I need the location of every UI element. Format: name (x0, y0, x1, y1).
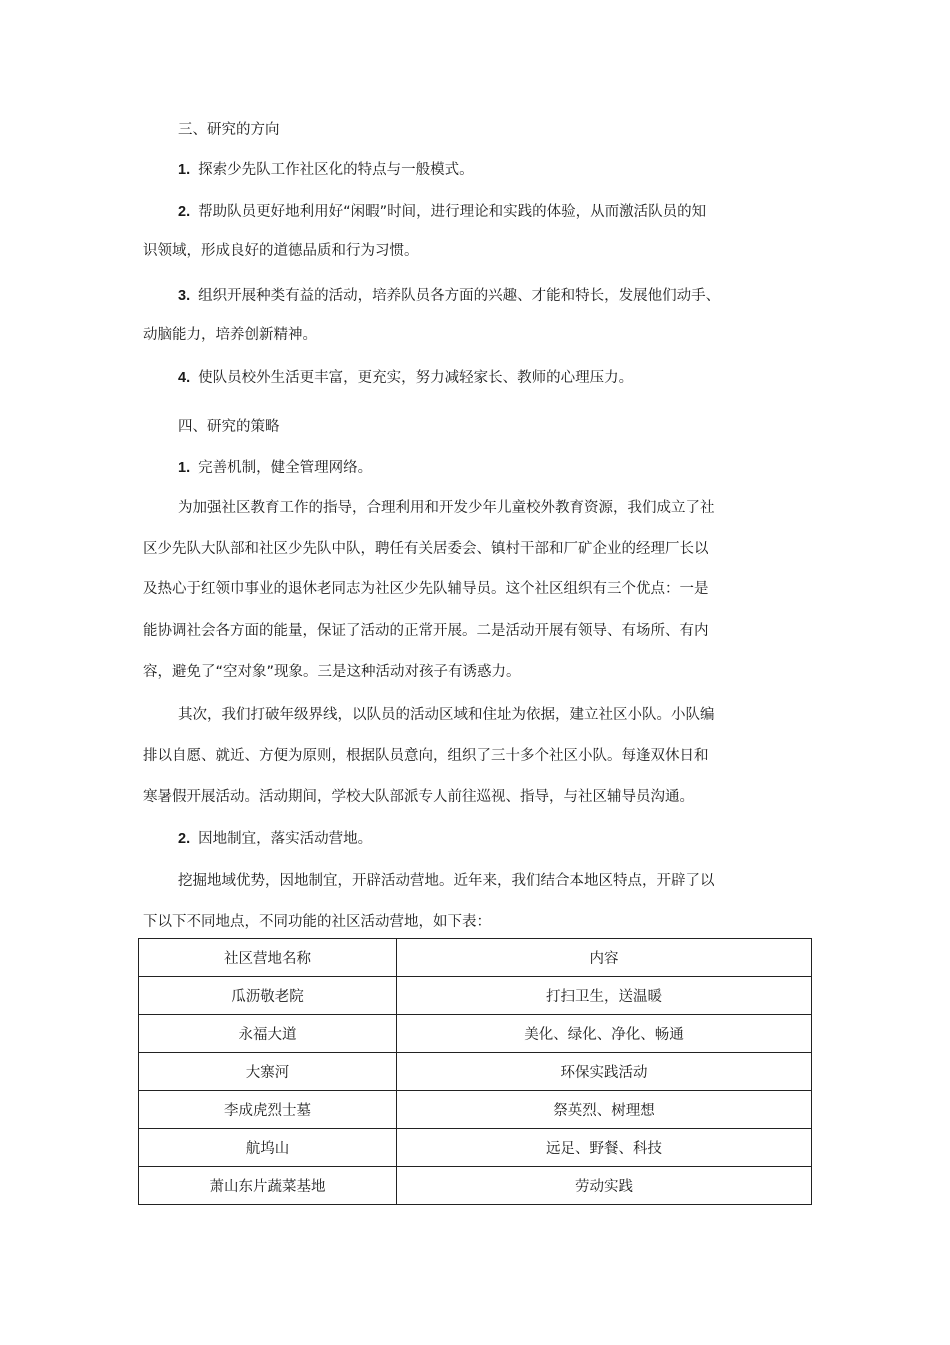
table-row (139, 977, 812, 1015)
table-cell: 祭英烈、树理想 (397, 1091, 812, 1129)
item-number: 1. (178, 460, 191, 476)
item-text: 使队员校外生活更丰富，更充实，努力减轻家长、教师的心理压力。 (198, 370, 634, 386)
table-cell: 李成虎烈士墓 (139, 1091, 397, 1129)
para2-line: 其次，我们打破年级界线，以队员的活动区域和住址为依据，建立社区小队。小队编 (178, 707, 715, 723)
table-cell: 美化、绿化、净化、畅通 (397, 1015, 812, 1053)
section3-item-2 (178, 202, 706, 222)
para1-line: 容，避免了“空对象”现象。三是这种活动对孩子有诱惑力。 (143, 664, 521, 680)
table-header-cell: 社区营地名称 (139, 939, 397, 977)
para1-line: 为加强社区教育工作的指导，合理利用和开发少年儿童校外教育资源，我们成立了社 (178, 500, 715, 516)
table-cell: 远足、野餐、科技 (397, 1129, 812, 1167)
item-text: 组织开展种类有益的活动，培养队员各方面的兴趣、才能和特长，发展他们动手、 (198, 288, 721, 304)
table-row (139, 1129, 812, 1167)
table-cell: 大寨河 (139, 1053, 397, 1091)
table-row (139, 1053, 812, 1091)
section3-item-3 (178, 286, 720, 306)
table-header-cell: 内容 (397, 939, 812, 977)
table-header-row (139, 939, 812, 977)
table-row (139, 1015, 812, 1053)
section3-item-1 (178, 160, 474, 180)
para3-line: 下以下不同地点，不同功能的社区活动营地，如下表： (143, 914, 491, 930)
item-number: 3. (178, 288, 191, 304)
item-text: 探索少先队工作社区化的特点与一般模式。 (198, 162, 474, 178)
item-number: 1. (178, 162, 191, 178)
table-cell: 打扫卫生，送温暖 (397, 977, 812, 1015)
item-number: 2. (178, 831, 191, 847)
table-cell: 劳动实践 (397, 1167, 812, 1205)
para2-line: 排以自愿、就近、方便为原则，根据队员意向，组织了三十多个社区小队。每逢双休日和 (143, 748, 709, 764)
table-cell: 瓜沥敬老院 (139, 977, 397, 1015)
para1-line: 及热心于红领巾事业的退休老同志为社区少先队辅导员。这个社区组织有三个优点：一是 (143, 581, 709, 597)
item-text: 因地制宜，落实活动营地。 (198, 831, 373, 847)
section3-item-3-cont: 动脑能力，培养创新精神。 (143, 327, 317, 343)
item-text: 帮助队员更好地利用好“闲暇”时间，进行理论和实践的体验，从而激活队员的知 (198, 204, 707, 220)
table-cell: 萧山东片蔬菜基地 (139, 1167, 397, 1205)
para2-line: 寒暑假开展活动。活动期间，学校大队部派专人前往巡视、指导，与社区辅导员沟通。 (143, 789, 694, 805)
section3-item-2-cont: 识领域，形成良好的道德品质和行为习惯。 (143, 243, 419, 259)
section3-item-4 (178, 368, 633, 388)
table-row (139, 1091, 812, 1129)
para1-line: 能协调社会各方面的能量，保证了活动的正常开展。二是活动开展有领导、有场所、有内 (143, 623, 709, 639)
section4-sub-1 (178, 458, 372, 478)
section4-sub-2 (178, 829, 372, 849)
table-cell: 永福大道 (139, 1015, 397, 1053)
camp-sites-table (138, 938, 812, 1205)
section4-heading: 四、研究的策略 (178, 419, 280, 435)
para3-line: 挖掘地域优势，因地制宜，开辟活动营地。近年来，我们结合本地区特点，开辟了以 (178, 873, 715, 889)
table-cell: 环保实践活动 (397, 1053, 812, 1091)
table-row (139, 1167, 812, 1205)
table-cell: 航坞山 (139, 1129, 397, 1167)
item-number: 2. (178, 204, 191, 220)
item-text: 完善机制，健全管理网络。 (198, 460, 373, 476)
item-number: 4. (178, 370, 191, 386)
section3-heading: 三、研究的方向 (178, 122, 280, 138)
para1-line: 区少先队大队部和社区少先队中队，聘任有关居委会、镇村干部和厂矿企业的经理厂长以 (143, 541, 709, 557)
